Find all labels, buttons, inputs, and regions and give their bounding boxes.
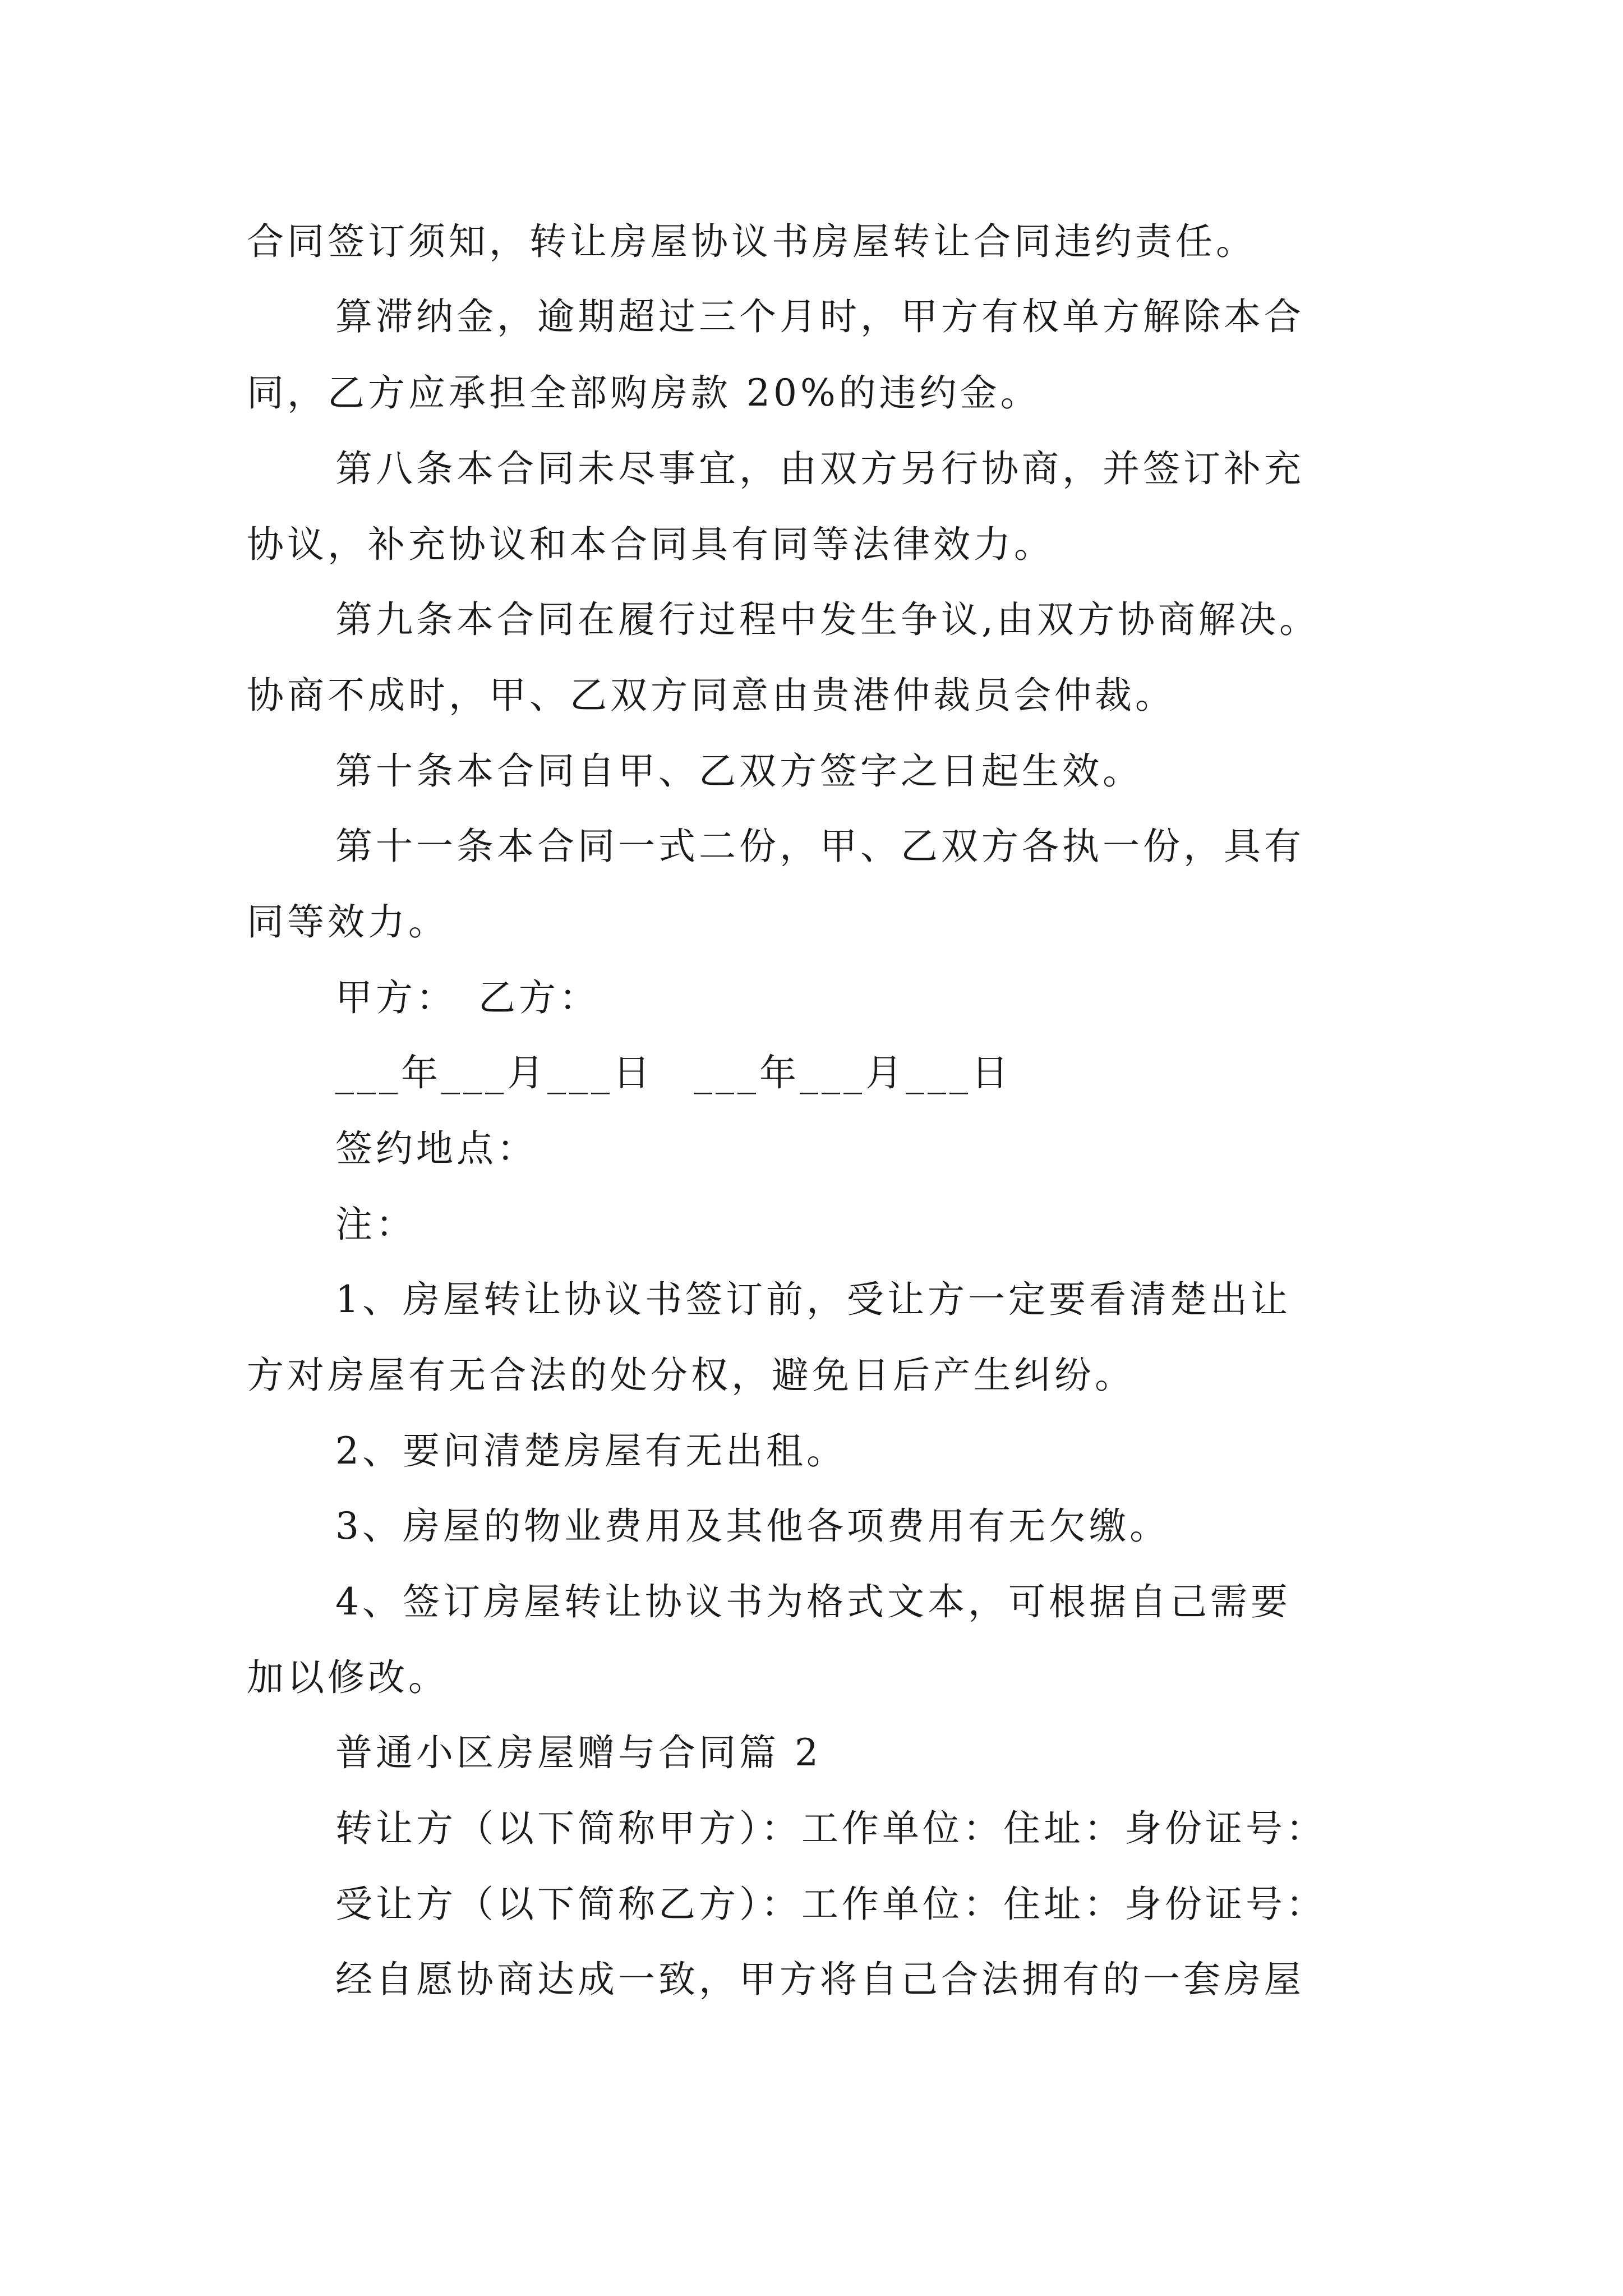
text-line: 3、房屋的物业费用及其他各项费用有无欠缴。 bbox=[335, 1504, 1170, 1548]
text-line: 转让方（以下简称甲方）：工作单位：住址：身份证号： bbox=[335, 1807, 1326, 1850]
text-line: 合同签订须知，转让房屋协议书房屋转让合同违约责任。 bbox=[247, 220, 1256, 263]
text-line: 加以修改。 bbox=[247, 1656, 449, 1699]
text-line: 甲方： 乙方： bbox=[335, 976, 600, 1019]
text-line: 经自愿协商达成一致，甲方将自己合法拥有的一套房屋 bbox=[335, 1958, 1304, 2001]
text-line: 第十一条本合同一式二份，甲、乙双方各执一份，具有 bbox=[335, 825, 1304, 868]
date-blanks-line: ___年___月___日 ___年___月___日 bbox=[335, 1051, 1012, 1094]
text-line: 第十条本合同自甲、乙双方签字之日起生效。 bbox=[335, 749, 1143, 793]
text-line: 同等效力。 bbox=[247, 900, 449, 944]
text-line: 2、要问清楚房屋有无出租。 bbox=[335, 1429, 847, 1473]
section-heading: 普通小区房屋赠与合同篇 2 bbox=[335, 1731, 822, 1774]
text-line: 1、房屋转让协议书签订前，受让方一定要看清楚出让 bbox=[335, 1278, 1291, 1321]
text-line: 方对房屋有无合法的处分权，避免日后产生纠纷。 bbox=[247, 1354, 1135, 1397]
text-line: 协议，补充协议和本合同具有同等法律效力。 bbox=[247, 523, 1054, 566]
text-line: 第八条本合同未尽事宜，由双方另行协商，并签订补充 bbox=[335, 447, 1304, 490]
text-line: 签约地点： bbox=[335, 1127, 537, 1170]
text-line: 受让方（以下简称乙方）：工作单位：住址：身份证号： bbox=[335, 1883, 1326, 1926]
text-line: 算滞纳金，逾期超过三个月时，甲方有权单方解除本合 bbox=[335, 295, 1304, 338]
text-line: 第九条本合同在履行过程中发生争议,由双方协商解决。 bbox=[335, 598, 1320, 641]
text-line: 同，乙方应承担全部购房款 20%的违约金。 bbox=[247, 371, 1041, 415]
text-line: 4、签订房屋转让协议书为格式文本，可根据自己需要 bbox=[335, 1580, 1291, 1623]
text-line: 协商不成时，甲、乙双方同意由贵港仲裁员会仲裁。 bbox=[247, 674, 1175, 717]
text-line: 注： bbox=[335, 1203, 416, 1246]
